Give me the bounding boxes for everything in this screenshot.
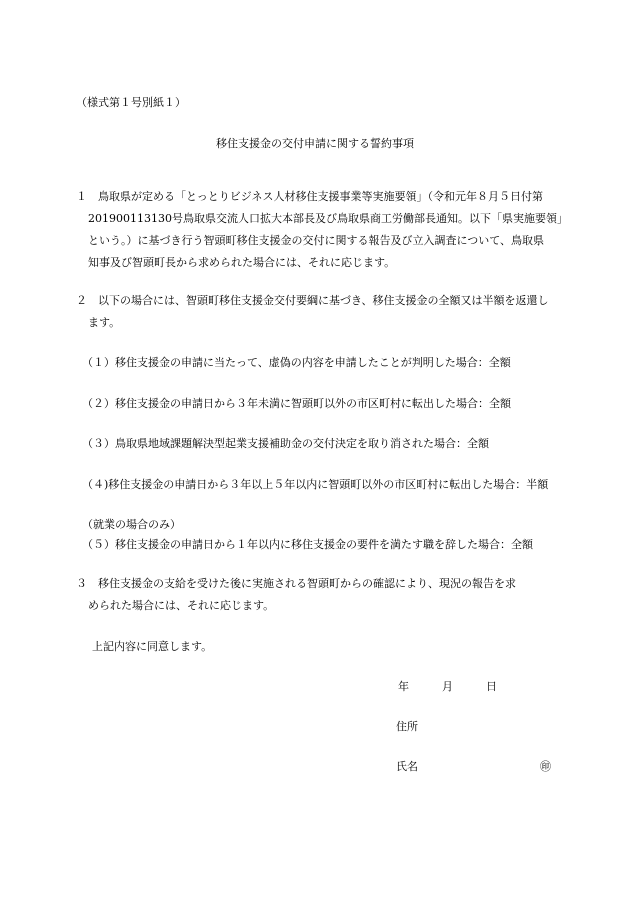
agreement-text: 上記内容に同意します。 (92, 640, 213, 653)
date-year-label: 年 (398, 680, 409, 693)
section-1-line-4: 知事及び智頭町長から求められた場合には、それに応じます。 (88, 256, 396, 269)
section-3-number: ３ (76, 577, 87, 590)
section-3 (76, 573, 556, 617)
refund-item-5: （５）移住支援金の申請日から１年以内に移住支援金の要件を満たす職を辞した場合：全額 (82, 538, 533, 551)
name-label: 氏名 (396, 760, 418, 773)
section-1-line-1: １ 鳥取県が定める「とっとりビジネス人材移住支援事業等実施要領」（令和元年８月５日付第 (76, 186, 556, 208)
address-label: 住所 (396, 720, 418, 733)
section-1 (76, 186, 568, 274)
section-2-line-2: ます。 (88, 316, 121, 329)
refund-item-1: （１）移住支援金の申請に当たって、虚偽の内容を申請したことが判明した場合：全額 (82, 356, 511, 369)
section-2-number: ２ (76, 294, 87, 307)
section-1-number: １ (76, 190, 87, 203)
date-day-label: 日 (486, 680, 497, 693)
date-month-label: 月 (442, 680, 453, 693)
section-3-line-2: められた場合には、それに応じます。 (88, 599, 275, 612)
form-label: （様式第１号別紙１） (76, 96, 186, 109)
document-title: 移住支援金の交付申請に関する誓約事項 (216, 137, 414, 150)
refund-item-4: （４)移住支援金の申請日から３年以上５年以内に智頭町以外の市区町村に転出した場合：半額 (82, 478, 549, 491)
employment-note: （就業の場合のみ） (82, 518, 181, 531)
section-2 (76, 290, 556, 334)
section-2-line-1: ２ 以下の場合には、智頭町移住支援金交付要綱に基づき、移住支援金の全額又は半額を返還し (76, 290, 556, 312)
refund-item-3: （３）鳥取県地域課題解決型起業支援補助金の交付決定を取り消された場合：全額 (82, 437, 489, 450)
refund-item-2: （２）移住支援金の申請日から３年未満に智頭町以外の市区町村に転出した場合：全額 (82, 397, 511, 410)
seal-mark: ㊞ (540, 760, 551, 773)
section-1-line-2: 201900113130号鳥取県交流人口拡大本部長及び鳥取県商工労働部長通知。以下「県実施要領」 (88, 212, 568, 225)
section-3-line-1: ３ 移住支援金の支給を受けた後に実施される智頭町からの確認により、現況の報告を求 (76, 573, 556, 595)
section-1-line-3: という。）に基づき行う智頭町移住支援金の交付に関する報告及び立入調査について、鳥取県 (88, 234, 545, 247)
